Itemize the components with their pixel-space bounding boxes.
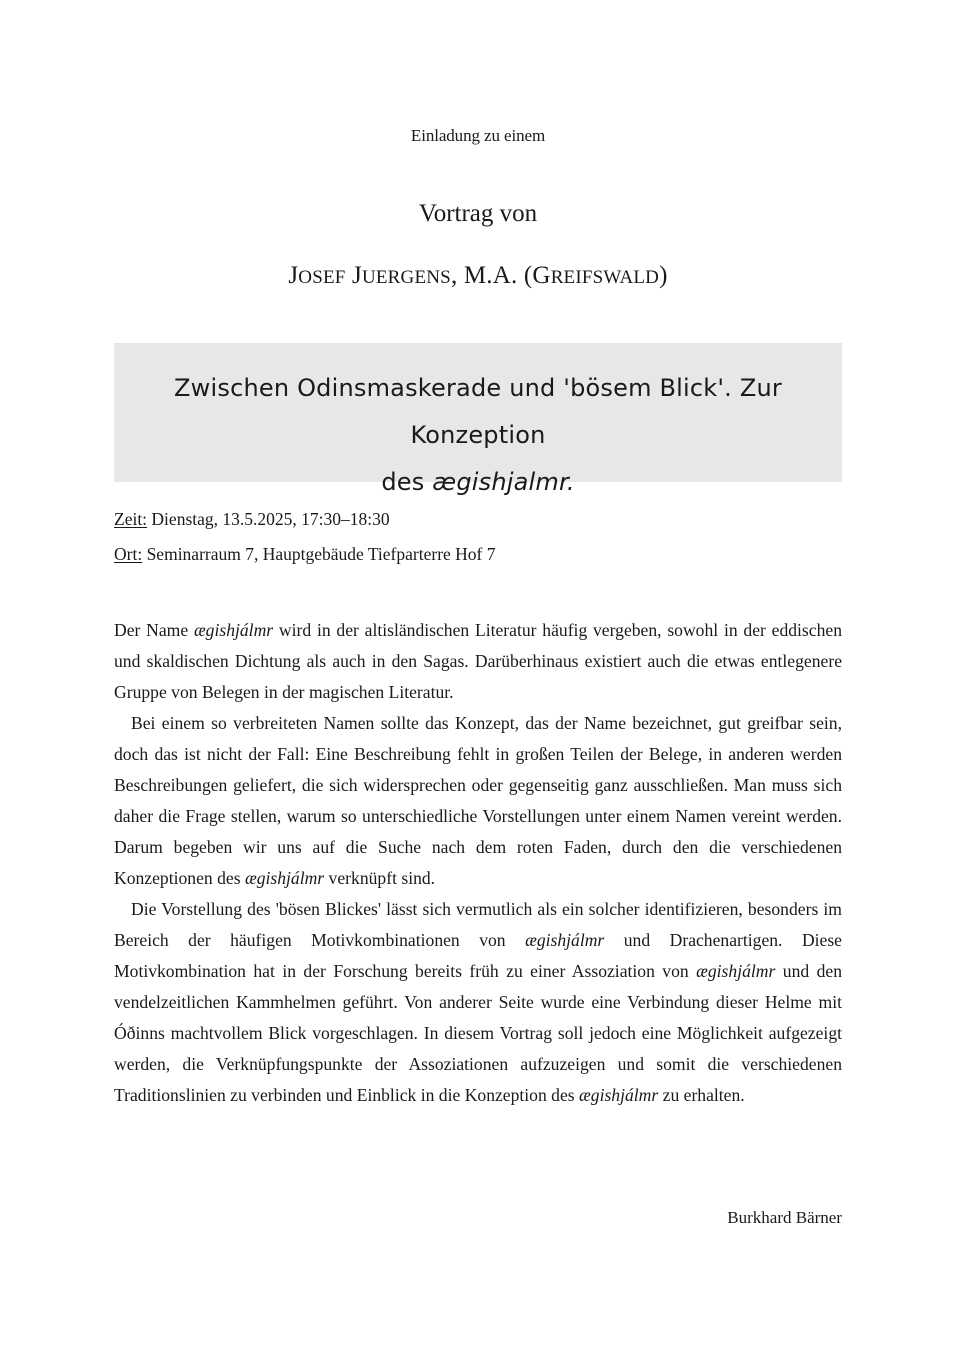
text-run: und den vendelzeitlichen Kammhelmen geführt. Von anderer Seite wurde eine Verbindung dieser Helme mit Óðinns machtvollem Blick vorgeschlagen. In diesem Vortrag soll jedoch eine Möglichkeit aufgezeigt werden, die Verknüpfungspunkte der Assoziationen aufzuzeigen und somit die verschiedenen Traditionslinien zu verbinden und Einblick in die Konzeption des — [114, 961, 843, 1105]
abstract — [114, 615, 842, 1111]
abstract-paragraph-3 — [114, 894, 842, 1111]
speaker-name — [0, 262, 956, 290]
title-box — [114, 343, 842, 496]
talk-title — [114, 365, 842, 506]
term-italic: ægishjálmr — [244, 868, 325, 888]
text-run: Bei einem so verbreiteten Namen sollte das Konzept, das der Name bezeichnet, gut greifbar sein, doch das ist nicht der Fall: Eine Beschreibung fehlt in großen Teilen der Belege, in anderen werden Beschreibungen geliefert, die sich widersprechen oder gegenseitig ganz ausschließen. Man muss sich daher die Frage stellen, warum so unterschiedliche Vorstellungen unter einem Namen vereint werden. Darum begeben wir uns auf die Suche nach dem roten Faden, durch den die verschiedenen Konzeptionen des — [114, 713, 842, 888]
text-run: und Drachenartigen. Diese Motivkombination hat in der Forschung bereits früh zu einer Assoziation von — [114, 930, 842, 981]
speaker-degree: , M.A. ( — [450, 262, 533, 289]
speaker-last-initial: J — [352, 262, 362, 289]
time-line — [114, 509, 390, 530]
talk-title-prefix: des — [381, 468, 433, 496]
text-run: zu erhalten. — [658, 1085, 745, 1105]
abstract-paragraph-1 — [114, 615, 842, 708]
term-italic: ægishjálmr — [579, 1085, 659, 1105]
place-line — [114, 544, 496, 565]
text-run: wird in der altisländischen Literatur häufig vergeben, sowohl in der eddischen und skaldischen Dichtung als auch in den Sagas. Darüberhinaus existiert auch die etwas entlegenere Gruppe von Belegen in der magischen Literatur. — [114, 620, 842, 702]
text-run: Die Vorstellung des 'bösen Blickes' lässt sich vermutlich als ein solcher identifizieren, besonders im Bereich der häufigen Motivkombinationen von — [114, 899, 842, 950]
signature: Burkhard Bärner — [727, 1208, 842, 1227]
speaker-first-rest: OSEF — [298, 267, 346, 288]
speaker-last-rest: UERGENS — [361, 267, 451, 288]
place-label: Ort: — [114, 544, 143, 564]
talk-label: Vortrag von — [418, 200, 538, 227]
speaker-city-rest: REIFSWALD — [550, 267, 660, 288]
term-italic: ægishjálmr — [696, 961, 776, 981]
term-italic: ægishjálmr — [525, 930, 605, 950]
talk-title-main: Zwischen Odinsmaskerade und 'bösem Blick'. Zur Konzeption — [174, 374, 782, 449]
text-run: Der Name — [114, 620, 194, 640]
term-italic: ægishjálmr — [193, 620, 274, 640]
speaker-city-initial: G — [532, 262, 551, 289]
place-value: Seminarraum 7, Hauptgebäude Tiefparterre Hof 7 — [142, 544, 496, 564]
speaker-close: ) — [659, 262, 668, 289]
speaker-first-initial: J — [288, 262, 299, 289]
time-label: Zeit: — [114, 509, 148, 529]
talk-title-term: ægishjalmr. — [432, 468, 575, 496]
abstract-paragraph-2 — [114, 708, 842, 894]
text-run: verknüpft sind. — [324, 868, 436, 888]
invitation-line: Einladung zu einem — [410, 126, 546, 145]
time-value: Dienstag, 13.5.2025, 17:30–18:30 — [147, 509, 390, 529]
